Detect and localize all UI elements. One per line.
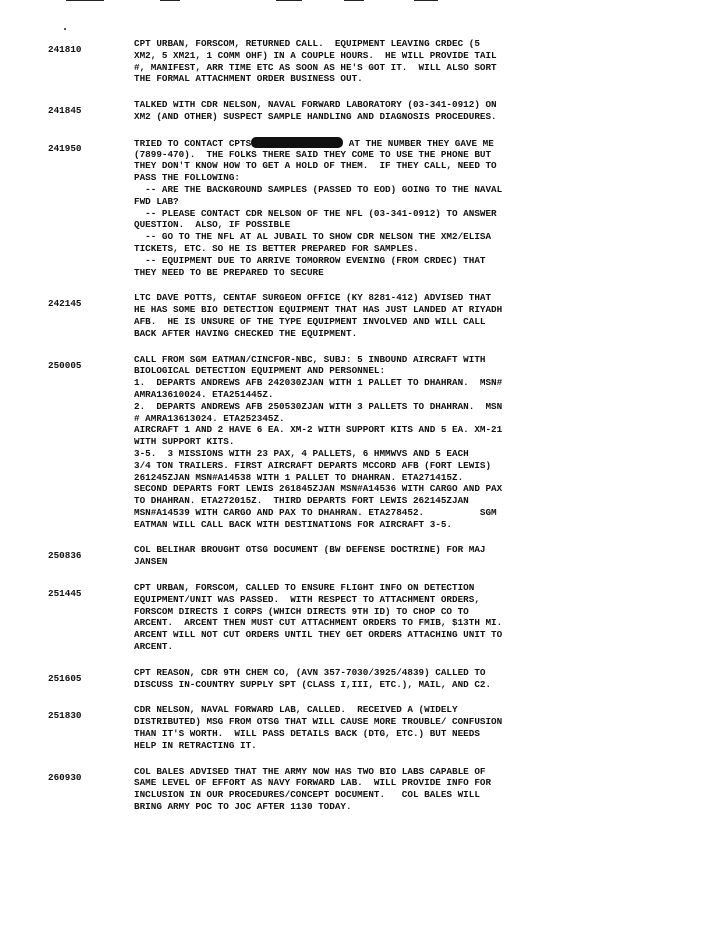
entry-line: BRING ARMY POC TO JOC AFTER 1130 TODAY.: [134, 801, 352, 813]
entry-timestamp: 251605: [48, 672, 82, 684]
entry-timestamp: 241845: [48, 105, 82, 117]
entry-line: -- ARE THE BACKGROUND SAMPLES (PASSED TO EOD) GOING TO THE NAVAL: [134, 183, 503, 195]
entry-line: SECOND DEPARTS FORT LEWIS 261845ZJAN MSN#A14536 WITH CARGO AND PAX: [134, 483, 503, 495]
entry-line: COL BALES ADVISED THAT THE ARMY NOW HAS TWO BIO LABS CAPABLE OF: [134, 765, 486, 777]
entry-line: 3-5. 3 MISSIONS WITH 23 PAX, 4 PALLETS, 6 HMMWVS AND 5 EACH: [134, 447, 469, 459]
redaction-mark: [251, 137, 343, 148]
entry-line-after-redaction: AT THE NUMBER THEY GAVE ME: [343, 137, 494, 149]
entry-line: CPT URBAN, FORSCOM, CALLED TO ENSURE FLIGHT INFO ON DETECTION: [134, 582, 475, 594]
scan-rule: [414, 0, 438, 1]
entry-line: MSN#A14539 WITH CARGO AND PAX TO DHAHRAN. ETA278452. SGM: [134, 506, 497, 518]
entry-timestamp: 241950: [48, 142, 82, 154]
entry-line: FORSCOM DIRECTS I CORPS (WHICH DIRECTS 9TH ID) TO CHOP CO TO: [134, 605, 469, 617]
entry-line: ARCENT WILL NOT CUT ORDERS UNTIL THEY GET ORDERS ATTACHING UNIT TO: [134, 629, 503, 641]
entry-line: 261245ZJAN MSN#A14538 WITH 1 PALLET TO DHAHRAN. ETA271415Z.: [134, 471, 464, 483]
scan-speck: [64, 28, 66, 30]
entry-line: EATMAN WILL CALL BACK WITH DESTINATIONS FOR AIRCRAFT 3-5.: [134, 518, 453, 530]
entry-text: [134, 667, 612, 691]
entry-timestamp: 251830: [48, 710, 82, 722]
entry-text: [134, 544, 612, 568]
entry-line: JANSEN: [134, 556, 168, 568]
entry-line: INCLUSION IN OUR PROCEDURES/CONCEPT DOCUMENT. COL BALES WILL: [134, 789, 480, 801]
entry-line: EQUIPMENT/UNIT WAS PASSED. WITH RESPECT TO ATTACHMENT ORDERS,: [134, 593, 480, 605]
log-entry: [0, 137, 720, 279]
entry-text: [134, 137, 612, 279]
entry-line: THE FORMAL ATTACHMENT ORDER BUSINESS OUT.: [134, 73, 363, 85]
entry-line: 1. DEPARTS ANDREWS AFB 242030ZJAN WITH 1 PALLET TO DHAHRAN. MSN#: [134, 377, 503, 389]
entry-line: THEY NEED TO BE PREPARED TO SECURE: [134, 266, 324, 278]
entry-timestamp: 250836: [48, 550, 82, 562]
entry-line-before-redaction: TRIED TO CONTACT CPTS: [134, 137, 252, 149]
entry-line: DISCUSS IN-COUNTRY SUPPLY SPT (CLASS I,III, ETC.), MAIL, AND C2.: [134, 678, 492, 690]
log-entry: [0, 704, 720, 751]
entry-line: HE HAS SOME BIO DETECTION EQUIPMENT THAT HAS JUST LANDED AT RIYADH: [134, 304, 503, 316]
scan-rule: [344, 0, 364, 1]
entry-line: BACK AFTER HAVING CHECKED THE EQUIPMENT.: [134, 327, 358, 339]
entry-line: COL BELIHAR BROUGHT OTSG DOCUMENT (BW DEFENSE DOCTRINE) FOR MAJ: [134, 544, 486, 556]
entry-line: SAME LEVEL OF EFFORT AS NAVY FORWARD LAB. WILL PROVIDE INFO FOR: [134, 777, 492, 789]
entry-line: AFB. HE IS UNSURE OF THE TYPE EQUIPMENT INVOLVED AND WILL CALL: [134, 315, 486, 327]
entry-line: 3/4 TON TRAILERS. FIRST AIRCRAFT DEPARTS MCCORD AFB (FORT LEWIS): [134, 459, 492, 471]
entry-line: TICKETS, ETC. SO HE IS BETTER PREPARED FOR SAMPLES.: [134, 242, 419, 254]
entry-timestamp: 260930: [48, 771, 82, 783]
entry-timestamp: 250005: [48, 359, 82, 371]
entry-line: FWD LAB?: [134, 195, 179, 207]
log-entries: [0, 38, 720, 813]
entry-line: THEY DON'T KNOW HOW TO GET A HOLD OF THEM. IF THEY CALL, NEED TO: [134, 160, 497, 172]
log-entry: [0, 354, 720, 531]
entry-line: HELP IN RETRACTING IT.: [134, 739, 257, 751]
entry-line: -- EQUIPMENT DUE TO ARRIVE TOMORROW EVENING (FROM CRDEC) THAT: [134, 254, 486, 266]
entry-timestamp: 241810: [48, 44, 82, 55]
entry-text: [134, 38, 612, 85]
entry-line: THAN IT'S WORTH. WILL PASS DETAILS BACK (DTG, ETC.) BUT NEEDS: [134, 728, 480, 740]
entry-line: # AMRA13613024. ETA252345Z.: [134, 412, 285, 424]
scan-rule: [66, 0, 104, 1]
entry-line: PASS THE FOLLOWING:: [134, 172, 241, 184]
entry-line: TALKED WITH CDR NELSON, NAVAL FORWARD LABORATORY (03-341-0912) ON: [134, 99, 497, 111]
log-entry: [0, 38, 720, 85]
entry-line: #, MANIFEST, ARR TIME ETC AS SOON AS HE'S GOT IT. WILL ALSO SORT: [134, 61, 497, 73]
entry-line: XM2 (AND OTHER) SUSPECT SAMPLE HANDLING AND DIAGNOSIS PROCEDURES.: [134, 110, 497, 122]
entry-timestamp: 242145: [48, 298, 82, 310]
entry-line: [134, 137, 612, 149]
entry-line: CALL FROM SGM EATMAN/CINCFOR-NBC, SUBJ: 5 INBOUND AIRCRAFT WITH: [134, 353, 486, 365]
scan-rule: [276, 0, 302, 1]
log-entry: [0, 292, 720, 339]
entry-text: [134, 292, 612, 339]
entry-line: DISTRIBUTED) MSG FROM OTSG THAT WILL CAUSE MORE TROUBLE/ CONFUSION: [134, 716, 503, 728]
log-entry: [0, 99, 720, 123]
scan-rule: [160, 0, 180, 1]
log-entry: [0, 544, 720, 568]
entry-text: [134, 766, 612, 813]
entry-line: BIOLOGICAL DETECTION EQUIPMENT AND PERSONNEL:: [134, 365, 386, 377]
entry-line: ARCENT. ARCENT THEN MUST CUT ATTACHMENT ORDERS TO FMIB, $13TH MI.: [134, 617, 503, 629]
entry-text: [134, 354, 612, 531]
entry-line: AMRA13610024. ETA251445Z.: [134, 388, 274, 400]
entry-line: TO DHAHRAN. ETA272015Z. THIRD DEPARTS FORT LEWIS 262145ZJAN: [134, 495, 469, 507]
entry-text: [134, 704, 612, 751]
entry-timestamp: 251445: [48, 588, 82, 600]
entry-line: ARCENT.: [134, 641, 174, 653]
entry-line: -- PLEASE CONTACT CDR NELSON OF THE NFL (03-341-0912) TO ANSWER: [134, 207, 497, 219]
entry-line: CDR NELSON, NAVAL FORWARD LAB, CALLED. RECEIVED A (WIDELY: [134, 704, 458, 716]
entry-text: [134, 582, 612, 653]
entry-line: WITH SUPPORT KITS.: [134, 436, 235, 448]
entry-line: CPT REASON, CDR 9TH CHEM CO, (AVN 357-7030/3925/4839) CALLED TO: [134, 666, 486, 678]
entry-line: QUESTION. ALSO, IF POSSIBLE: [134, 219, 291, 231]
entry-line: XM2, 5 XM21, 1 COMM OHF) IN A COUPLE HOURS. HE WILL PROVIDE TAIL: [134, 49, 497, 61]
entry-line: 2. DEPARTS ANDREWS AFB 250530ZJAN WITH 3 PALLETS TO DHAHRAN. MSN: [134, 400, 503, 412]
entry-line: (7899-470). THE FOLKS THERE SAID THEY COME TO USE THE PHONE BUT: [134, 148, 492, 160]
log-entry: [0, 667, 720, 691]
entry-line: LTC DAVE POTTS, CENTAF SURGEON OFFICE (KY 8281-412) ADVISED THAT: [134, 292, 492, 304]
entry-text: [134, 99, 612, 123]
entry-line: -- GO TO THE NFL AT AL JUBAIL TO SHOW CDR NELSON THE XM2/ELISA: [134, 231, 492, 243]
log-entry: [0, 766, 720, 813]
log-entry: [0, 582, 720, 653]
entry-line: AIRCRAFT 1 AND 2 HAVE 6 EA. XM-2 WITH SUPPORT KITS AND 5 EA. XM-21: [134, 424, 503, 436]
entry-line: CPT URBAN, FORSCOM, RETURNED CALL. EQUIPMENT LEAVING CRDEC (5: [134, 38, 480, 49]
